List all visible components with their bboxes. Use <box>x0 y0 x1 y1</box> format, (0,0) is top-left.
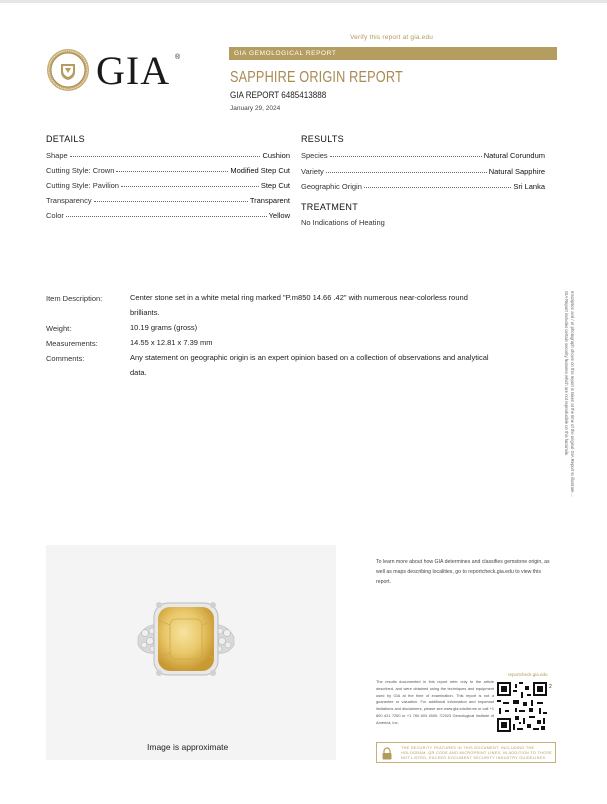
measurements-value: 14.55 x 12.81 x 7.39 mm <box>130 338 213 347</box>
details-row <box>46 164 290 175</box>
details-label: Transparency <box>46 196 92 205</box>
details-value: Cushion <box>262 151 290 160</box>
comments-line: Any statement on geographic origin is an expert opinion based on a collection of observations and analytical <box>130 353 489 362</box>
comments-line: data. <box>130 368 147 377</box>
top-rule <box>0 0 607 3</box>
lock-icon <box>381 747 393 760</box>
item-description-line: Center stone set in a white metal ring marked "P.m850 14.66 .42" with numerous near-colorless round <box>130 293 468 302</box>
comments-value <box>130 350 550 380</box>
learn-more-text: To learn more about how GIA determines and classifies gemstone origin, as well as maps describing localities, go to reportcheck.gia.edu to view this report. <box>376 559 550 585</box>
weight-value: 10.19 grams (gross) <box>130 323 198 332</box>
item-description-line: brilliants. <box>130 308 160 317</box>
details-label: Cutting Style: Pavilion <box>46 181 119 190</box>
item-description-value <box>130 290 550 320</box>
side-note <box>563 291 575 506</box>
report-banner: GIA GEMOLOGICAL REPORT <box>229 47 557 60</box>
results-value: Natural Sapphire <box>488 167 545 176</box>
results-value: Sri Lanka <box>513 182 545 191</box>
gem-photo <box>46 545 336 760</box>
fine-print: The results documented in this report refer only to the article described, and were obtained using the techniques and equipment used by GIA at the time of examination. This report is not a guarantee or valuation. For additional information and important limitations and disclaimers, please see www.gia.edu/terms or call +1 800 421 7250 or +1 760 603 4500. ©2023 Gemological Institute of America, Inc. <box>376 679 494 725</box>
results-row <box>301 149 545 160</box>
comments-label: Comments: <box>46 354 85 363</box>
qr-code-icon[interactable] <box>497 682 547 732</box>
results-label: Geographic Origin <box>301 182 362 191</box>
item-description-label: Item Description: <box>46 294 103 303</box>
details-heading: DETAILS <box>46 134 85 144</box>
results-row <box>301 180 545 191</box>
treatment-value: No Indications of Heating <box>301 218 385 227</box>
ring-image <box>46 545 336 760</box>
results-row <box>301 165 545 176</box>
details-row <box>46 209 290 220</box>
details-value: Step Cut <box>260 181 290 190</box>
report-date: January 29, 2024 <box>230 105 281 112</box>
details-value: Yellow <box>268 211 290 220</box>
details-value: Modified Step Cut <box>230 166 290 175</box>
details-label: Color <box>46 211 64 220</box>
details-row <box>46 194 290 205</box>
qr-label: reportcheck.gia.edu <box>508 672 548 677</box>
measurements-label: Measurements: <box>46 339 98 348</box>
image-caption: Image is approximate <box>147 742 229 752</box>
treatment-heading: TREATMENT <box>301 202 359 212</box>
results-label: Variety <box>301 167 324 176</box>
details-row <box>46 149 290 160</box>
qr-number: 2 <box>549 684 552 690</box>
side-note-line: GIA Report includes certain security features which are not reproducible on this facsimile. <box>564 291 569 457</box>
security-box <box>376 742 556 763</box>
results-label: Species <box>301 151 328 160</box>
details-value: Transparent <box>249 196 290 205</box>
report-number: GIA REPORT 6485413888 <box>230 90 327 101</box>
details-label: Shape <box>46 151 68 160</box>
verify-link[interactable]: Verify this report at gia.edu <box>350 34 434 41</box>
results-value: Natural Corundum <box>483 151 545 160</box>
security-note: THE SECURITY FEATURES IN THIS DOCUMENT, INCLUDING THE HOLOGRAM, QR CODE AND MICROPRINT LINES, IN ADDITION TO THOSE NOT LISTED, EXCEED DOCUMENT SECURITY INDUSTRY GUIDELINES. <box>401 746 553 761</box>
side-note-line: Inscription and / or photograph shown on this report is taken at the time of the original GIA Report to illustrate ... <box>570 291 575 498</box>
registered-mark: ® <box>175 54 181 61</box>
gia-seal-icon <box>46 48 90 92</box>
weight-label: Weight: <box>46 324 72 333</box>
gia-logo: GIA <box>96 48 171 93</box>
report-title: SAPPHIRE ORIGIN REPORT <box>230 69 403 86</box>
results-heading: RESULTS <box>301 134 344 144</box>
details-row <box>46 179 290 190</box>
details-label: Cutting Style: Crown <box>46 166 115 175</box>
